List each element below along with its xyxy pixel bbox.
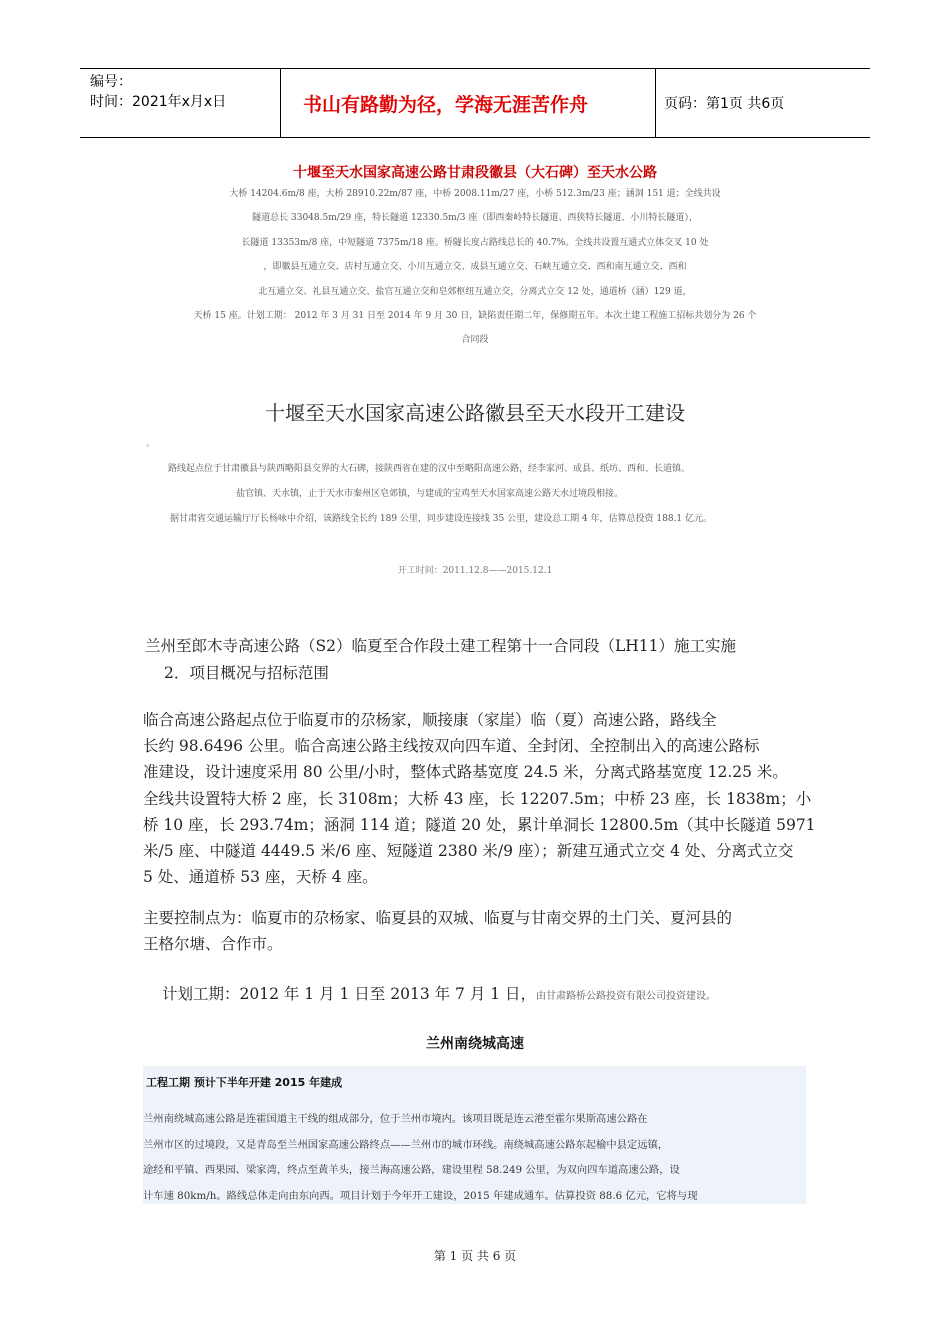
section4-subtitle: 工程工期 预计下半年开建 2015 年建成	[146, 1076, 343, 1089]
section3-line: 米/5 座、中隧道 4449.5 米/6 座、短隧道 2380 米/9 座）；新建互通式立交 4 处、分离式立交	[143, 841, 794, 860]
section1-line: 北互通立交、礼县互通立交、盐官互通立交和皂郊枢纽互通立交，分离式立交 12 处，通道桥（涵）129 道，	[258, 286, 692, 297]
section2-start-time: 开工时间：2011.12.8——2015.12.1	[397, 566, 553, 576]
section3-line: 桥 10 座，长 293.74m；涵洞 114 道；隧道 20 处，累计单洞长 12800.5m（其中长隧道 5971	[143, 815, 816, 834]
section4-line: 途经和平镇、西果园、梁家湾，终点至黄羊头，接兰海高速公路，建设里程 58.249 公里，为双向四车道高速公路，设	[143, 1164, 680, 1176]
section3-control-line: 王格尔塘、合作市。	[143, 935, 283, 954]
section1-title: 十堰至天水国家高速公路甘肃段徽县（大石碑）至天水公路	[293, 165, 657, 181]
section3-line: 全线共设置特大桥 2 座，长 3108m；大桥 43 座，长 12207.5m；中桥 23 座，长 1838m；小	[143, 789, 812, 808]
section3-heading: 兰州至郎木寺高速公路（S2）临夏至合作段土建工程第十一合同段（LH11）施工实施	[145, 637, 737, 655]
section3-line: 5 处、通道桥 53 座，天桥 4 座。	[143, 868, 378, 887]
section1-line: 长隧道 13353m/8 座，中短隧道 7375m/18 座。桥隧长度占路线总长的 40.7%。全线共设置互通式立体交叉 10 处	[241, 237, 709, 248]
section4-box	[143, 1066, 806, 1204]
section3-plan-note: 由甘肃路桥公路投资有限公司投资建设。	[536, 991, 717, 1002]
section2-para1-line1: 路线起点位于甘肃徽县与陕西略阳县交界的大石碑，接陕西省在建的汉中至略阳高速公路，经李家河、成县、纸坊、西和、长道镇、	[168, 464, 691, 474]
section4-title: 兰州南绕城高速	[426, 1036, 524, 1052]
header-page-label: 页码：第1页 共6页	[664, 96, 785, 112]
section1-line: ，即徽县互通立交、店村互通立交、小川互通立交、成县互通立交、石峡互通立交、西和南互通立交、西和	[263, 262, 687, 273]
section3-line: 长约 98.6496 公里。临合高速公路主线按双向四车道、全封闭、全控制出入的高速公路标	[143, 737, 760, 756]
section3-body	[143, 708, 816, 891]
section2-para1-line2: 盐官镇、天水镇，止于天水市秦州区皂郊镇，与建成的宝鸡至天水国家高速公路天水过境段相接。	[236, 489, 624, 499]
section4-line: 兰州南绕城高速公路是连霍国道主干线的组成部分，位于兰州市境内。该项目既是连云港至霍尔果斯高速公路在	[143, 1113, 648, 1125]
header-table	[80, 68, 870, 138]
section4-line: 兰州市区的过境段，又是青岛至兰州国家高速公路终点——兰州市的城市环线。南绕城高速公路东起榆中县定远镇，	[143, 1138, 669, 1151]
section1-line: 隧道总长 33048.5m/29 座，特长隧道 12330.5m/3 座（即西秦岭特长隧道、西狭特长隧道、小川特长隧道），	[252, 213, 698, 224]
section3-subheading: 2．项目概况与招标范围	[164, 664, 329, 682]
section3-plan	[162, 982, 716, 1004]
section3-plan-main: 计划工期：2012 年 1 月 1 日至 2013 年 7 月 1 日，	[162, 985, 537, 1003]
section4-line: 计车速 80km/h。路线总体走向由东向西。项目计划于今年开工建设，2015 年建成通车。估算投资 88.6 亿元，它将与现	[143, 1189, 698, 1202]
section2-title: 十堰至天水国家高速公路徽县至天水段开工建设	[265, 401, 685, 425]
section3-control-points	[143, 906, 732, 958]
header-meta	[80, 69, 281, 137]
section1-line: 天桥 15 座。计划工期： 2012 年 3 月 31 日至 2014 年 9 月 30 日，缺陷责任期二年，保修期五年。本次土建工程施工招标共划分为 26 个	[193, 310, 757, 321]
header-motto: 书山有路勤为径，学海无涯苦作舟	[281, 69, 656, 137]
time-label: 时间：2021年x月x日	[90, 94, 227, 110]
section1-line: 合同段	[461, 335, 489, 346]
section4-body	[143, 1110, 698, 1212]
page-footer: 第 1 页 共 6 页	[433, 1249, 517, 1263]
section3-line: 临合高速公路起点位于临夏市的尕杨家，顺接康（家崖）临（夏）高速公路，路线全	[143, 711, 717, 729]
section3-line: 准建设，设计速度采用 80 公里/小时，整体式路基宽度 24.5 米，分离式路基宽度 12.25 米。	[143, 763, 788, 782]
code-label: 编号：	[90, 74, 132, 90]
section1-body	[0, 186, 950, 357]
section3-control-line: 主要控制点为：临夏市的尕杨家、临夏县的双城、临夏与甘南交界的土门关、夏河县的	[143, 909, 733, 927]
section1-line: 大桥 14204.6m/8 座，大桥 28910.22m/87 座，中桥 2008.11m/27 座，小桥 512.3m/23 座；涵洞 151 道；全线共设	[229, 189, 721, 199]
section2-para2: 据甘肃省交通运输厅厅长杨咏中介绍，该路线全长约 189 公里，同步建设连接线 35 公里，建设总工期 4 年，估算总投资 188.1 亿元。	[170, 514, 713, 524]
section2-dot: 。	[146, 439, 156, 449]
